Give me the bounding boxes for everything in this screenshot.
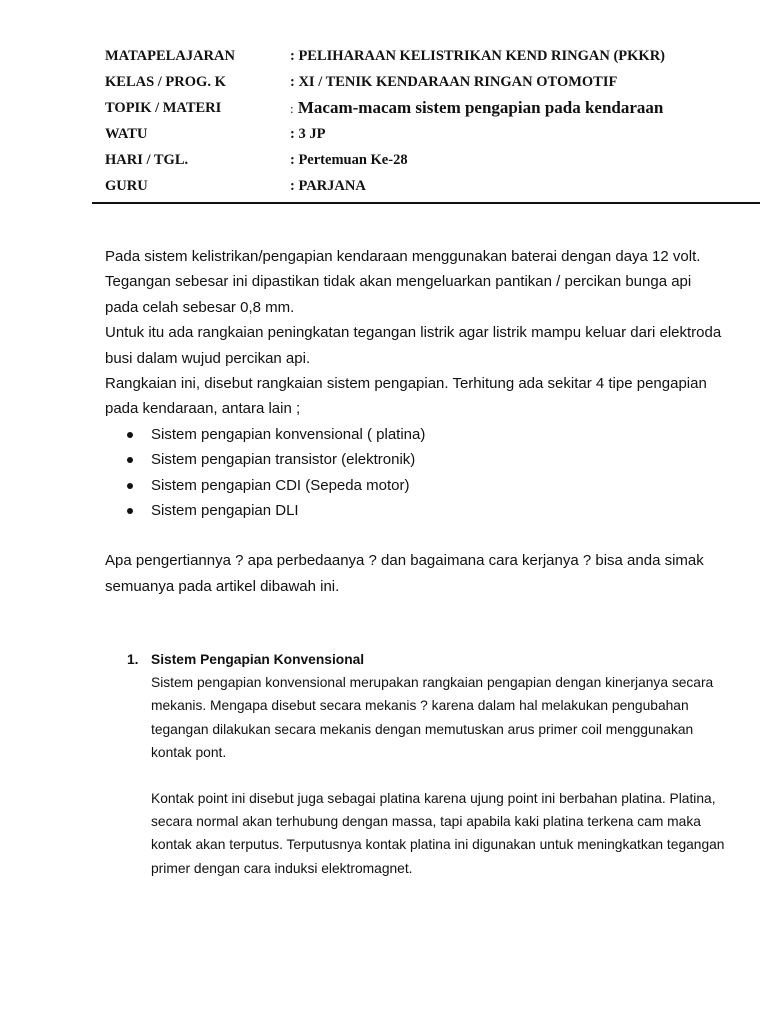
paragraph: Rangkaian ini, disebut rangkaian sistem pengapian. Terhitung ada sekitar 4 tipe pengapian pada kendaraan, antara lain ;	[105, 375, 707, 418]
header-value: : 3 JP	[290, 125, 326, 142]
section-body	[151, 671, 727, 880]
intro-text	[105, 244, 725, 599]
bullet-icon	[127, 457, 133, 463]
list-item	[105, 473, 725, 498]
header-value: : PELIHARAAN KELISTRIKAN KEND RINGAN (PKKR)	[290, 47, 666, 64]
header-label: GURU	[105, 177, 148, 194]
paragraph: Tegangan sebesar ini dipastikan tidak akan mengeluarkan pantikan / percikan bunga api pada celah sebesar 0,8 mm.	[105, 273, 692, 316]
spacer	[151, 764, 727, 787]
section-conventional-ignition	[127, 648, 727, 880]
header-label: WATU	[105, 125, 148, 142]
section-title: Sistem Pengapian Konvensional	[151, 652, 365, 667]
section-heading	[127, 648, 727, 671]
header-label: TOPIK / MATERI	[105, 99, 222, 116]
list-item	[105, 498, 725, 523]
paragraph: Untuk itu ada rangkaian peningkatan tegangan listrik agar listrik mampu keluar dari elektroda busi dalam wujud percikan api.	[105, 324, 722, 367]
list-item-text: Sistem pengapian transistor (elektronik)	[151, 451, 416, 469]
bullet-icon	[127, 483, 133, 489]
paragraph: Kontak point ini disebut juga sebagai platina karena ujung point ini berbahan platina. Platina, secara normal akan terhubung dengan massa, tapi apabila kaki platina terkena cam maka kontak akan terputus. Terputusnya kontak platina ini digunakan untuk meningkatkan tegangan primer dengan cara induksi elektromagnet.	[151, 791, 725, 876]
list-item-text: Sistem pengapian DLI	[151, 502, 299, 520]
header-row-teacher	[105, 173, 745, 199]
lesson-header	[105, 43, 745, 199]
header-value: : Pertemuan Ke-28	[290, 151, 408, 168]
header-colon: :	[290, 101, 294, 116]
bullet-icon	[127, 508, 133, 514]
header-value	[290, 98, 745, 118]
list-item	[105, 447, 725, 472]
paragraph: Apa pengertiannya ? apa perbedaanya ? dan bagaimana cara kerjanya ? bisa anda simak semuanya pada artikel dibawah ini.	[105, 552, 704, 595]
header-row-duration	[105, 121, 745, 147]
paragraph: Sistem pengapian konvensional merupakan rangkaian pengapian dengan kinerjanya secara mekanis. Mengapa disebut secara mekanis ? karena dalam hal melakukan pengubahan tegangan dilakukan secara mekanis dengan memutuskan arus primer coil menggunakan kontak pont.	[151, 675, 714, 760]
list-item	[105, 422, 725, 447]
list-item-text: Sistem pengapian CDI (Sepeda motor)	[151, 476, 410, 494]
header-value: : XI / TENIK KENDARAAN RINGAN OTOMOTIF	[290, 73, 618, 90]
bullet-icon	[127, 432, 133, 438]
list-item-text: Sistem pengapian konvensional ( platina)	[151, 425, 426, 443]
header-row-subject	[105, 43, 745, 69]
topic-title: Macam-macam sistem pengapian pada kendaraan	[297, 98, 664, 117]
header-row-date	[105, 147, 745, 173]
header-row-class	[105, 69, 745, 95]
header-divider	[92, 202, 760, 204]
section-number: 1.	[127, 652, 139, 667]
header-value: : PARJANA	[290, 177, 366, 194]
header-label: MATAPELAJARAN	[105, 47, 235, 64]
header-label: HARI / TGL.	[105, 151, 189, 168]
header-label: KELAS / PROG. K	[105, 73, 226, 90]
spacer	[105, 523, 725, 548]
paragraph: Pada sistem kelistrikan/pengapian kendaraan menggunakan baterai dengan daya 12 volt.	[105, 248, 701, 265]
ignition-types-list	[105, 422, 725, 524]
header-row-topic	[105, 95, 745, 121]
